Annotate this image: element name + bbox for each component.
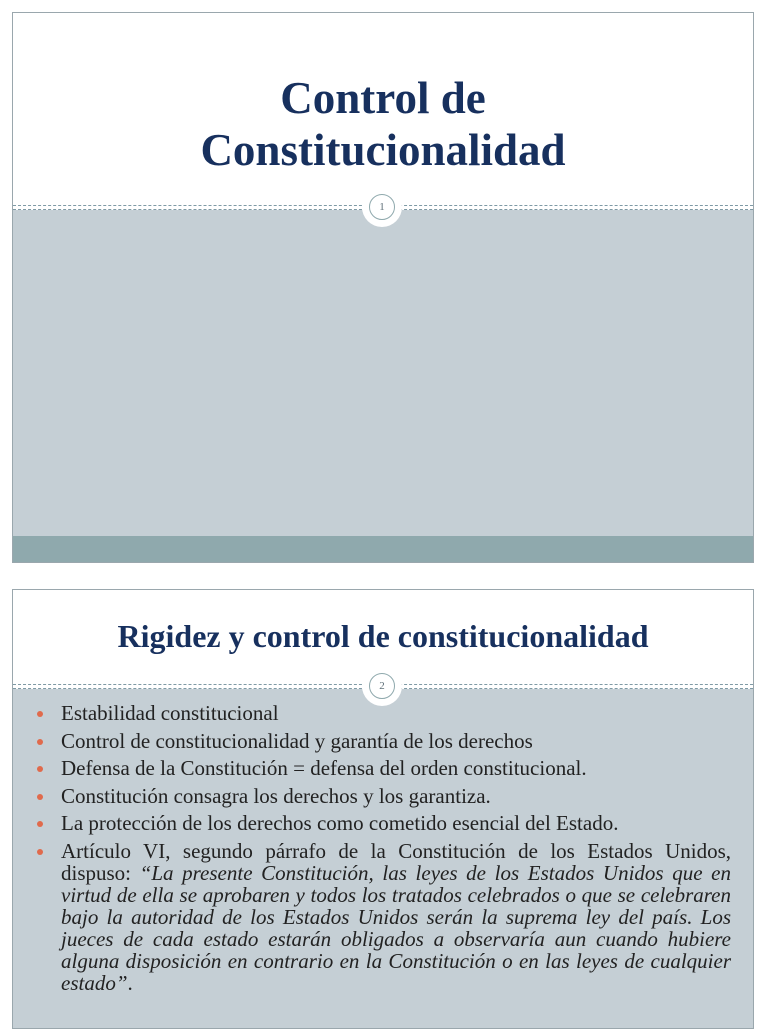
slide-1-title bbox=[13, 13, 753, 176]
constitution-quote: “La presente Constitución, las leyes de los Estados Unidos que en virtud de ella se aprobaren y todos los tratados celebrados o que se celebraren bajo la autoridad de los Estados Unidos serán la suprema ley del país. Los jueces de cada estado estarán obligados a observaría aun cuando hubiere alguna disposición en contrario en la Constitución o en las leyes de cualquier estado” bbox=[61, 860, 731, 995]
bullet-dot-icon bbox=[37, 766, 43, 772]
slide-2-bullet-list bbox=[35, 702, 731, 999]
slide-1-title-line-2: Constitucionalidad bbox=[200, 125, 566, 175]
slide-2-page-badge bbox=[362, 666, 402, 706]
bullet-text: Constitución consagra los derechos y los garantiza. bbox=[61, 783, 491, 808]
slide-1 bbox=[12, 12, 754, 563]
slide-1-body bbox=[13, 210, 753, 562]
bullet-text: La protección de los derechos como cometido esencial del Estado. bbox=[61, 811, 619, 835]
bullet-end-text: . bbox=[127, 970, 133, 995]
bullet-dot-icon bbox=[37, 739, 43, 745]
slide-1-footer-band bbox=[13, 536, 753, 562]
bullet-text: Control de constitucionalidad y garantía de los derechos bbox=[61, 728, 533, 753]
slide-1-title-line-1: Control de bbox=[280, 73, 486, 123]
slide-2-title: Rigidez y control de constitucionalidad bbox=[117, 618, 649, 654]
bullet-text: Defensa de la Constitución = defensa del orden constitucional. bbox=[61, 756, 587, 780]
bullet-dot-icon bbox=[37, 821, 43, 827]
bullet-item-article-vi bbox=[35, 840, 731, 994]
bullet-item bbox=[35, 785, 731, 807]
bullet-intro-text: Artículo VI, segundo párrafo de la Constitución de los Estados Unidos, dispuso: bbox=[61, 838, 731, 885]
slide-1-page-number: 1 bbox=[369, 194, 395, 220]
bullet-text: Estabilidad constitucional bbox=[61, 701, 279, 725]
slide-1-title-area bbox=[13, 13, 753, 205]
bullet-dot-icon bbox=[37, 711, 43, 717]
bullet-item bbox=[35, 757, 731, 779]
bullet-dot-icon bbox=[37, 794, 43, 800]
slide-1-page-badge bbox=[362, 187, 402, 227]
bullet-dot-icon bbox=[37, 849, 43, 855]
bullet-item bbox=[35, 730, 731, 752]
bullet-item bbox=[35, 812, 731, 834]
slide-2-page-number: 2 bbox=[369, 673, 395, 699]
slide-2 bbox=[12, 589, 754, 1029]
